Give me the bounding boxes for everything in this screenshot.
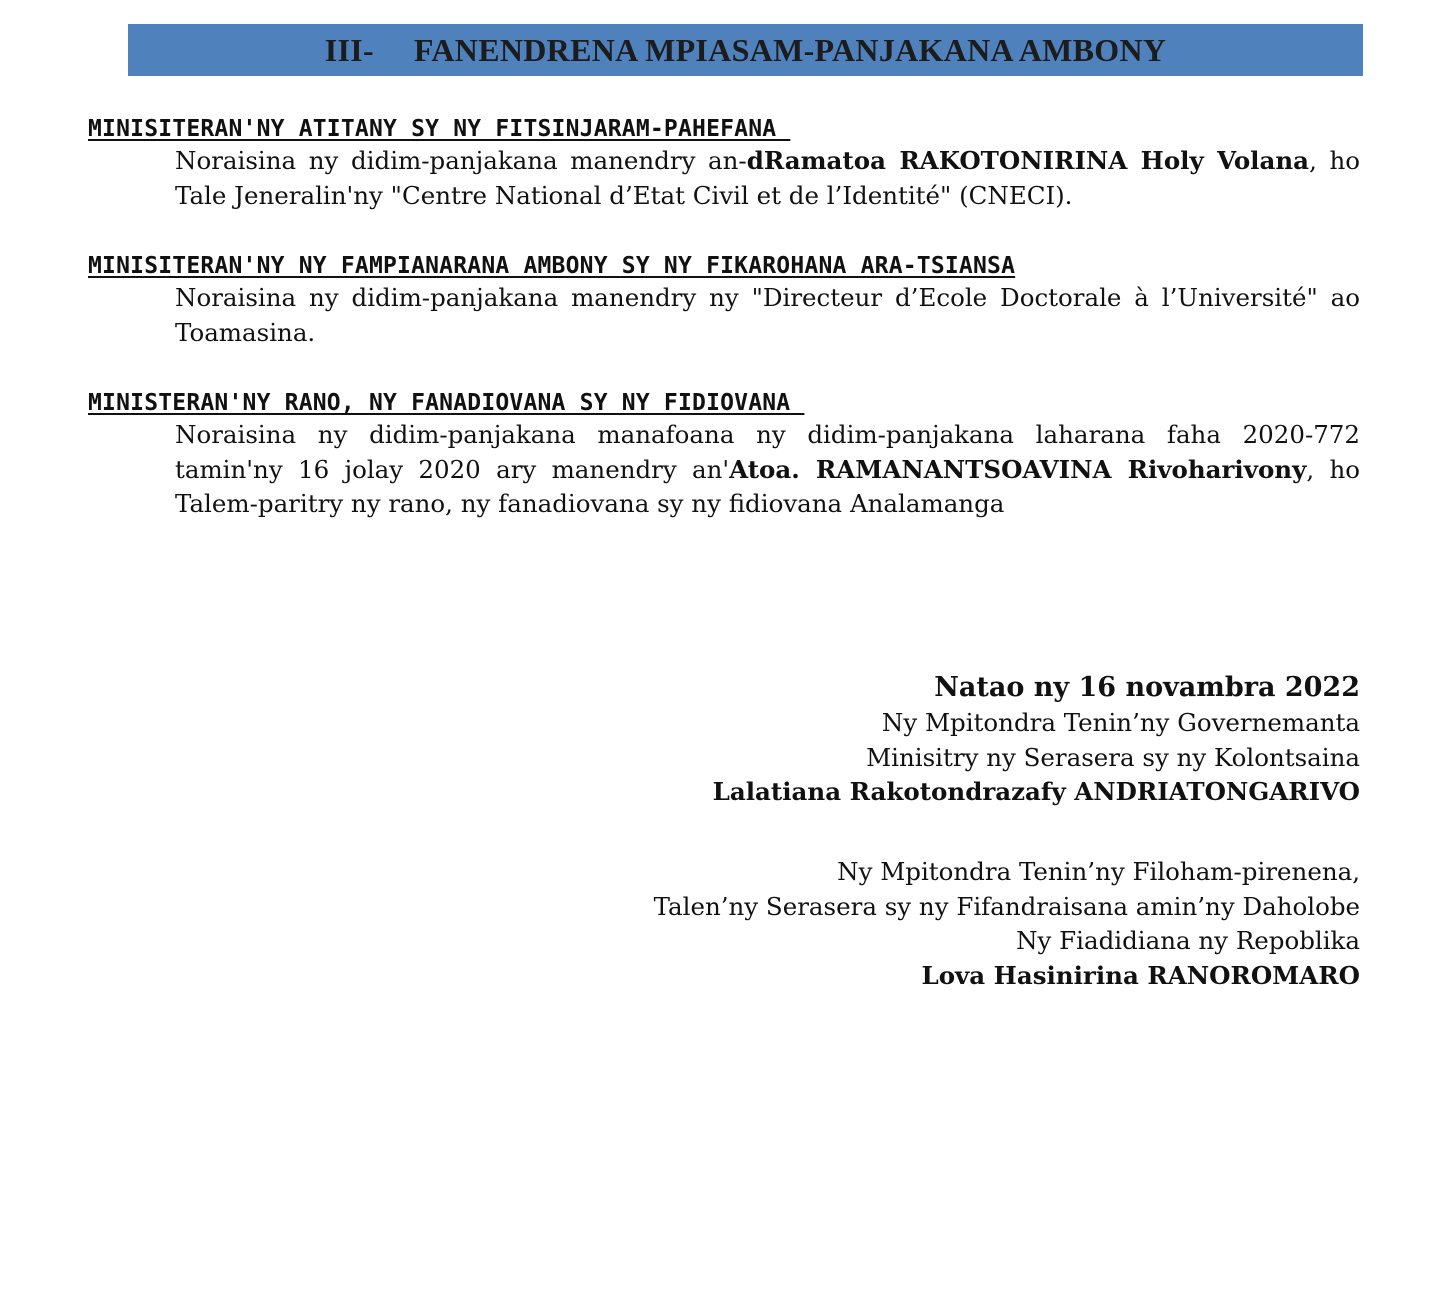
signature-date: Natao ny 16 novambra 2022 [934,672,1360,703]
signer-title: Ny Mpitondra Tenin’ny Filoham-pirenena, [837,857,1360,886]
appointee-name: dRamatoa RAKOTONIRINA Holy Volana [746,146,1310,175]
paragraph-text: Noraisina ny didim-panjakana manafoana ny didim-panjakana laharana faha 2020-772 tamin'ny 16 jolay 2020 ary manendry an' [175,420,1360,484]
appointee-name: Atoa. RAMANANTSOAVINA Rivoharivony [729,454,1307,484]
section-paragraph [175,281,1360,350]
paragraph-text: , ho Tale Jeneralin'ny "Centre National d’Etat Civil et de l’Identité" (CNECI). [175,146,1360,210]
section-atitany [88,114,1360,213]
paragraph-text: Noraisina ny didim-panjakana manendry ny "Directeur d’Ecole Doctorale à l’Université" ao Toamasina. [175,283,1360,347]
signer-title: Ny Fiadidiana ny Repoblika [1016,926,1360,955]
section-heading: MINISITERAN'NY ATITANY SY NY FITSINJARAM-PAHEFANA [88,116,791,142]
section-rano [88,388,1360,522]
signature-block-2 [560,855,1360,993]
section-heading: MINISTERAN'NY RANO, NY FANADIOVANA SY NY FIDIOVANA [88,390,805,416]
section-heading: MINISITERAN'NY NY FAMPIANARANA AMBONY SY NY FIKAROHANA ARA-TSIANSA [88,253,1016,279]
banner-title: FANENDRENA MPIASAM-PANJAKANA AMBONY [413,31,1167,68]
section-paragraph [175,418,1360,522]
signature-block-1 [560,670,1360,810]
section-banner [128,24,1363,76]
signer-name: Lova Hasinirina RANOROMARO [921,960,1360,990]
paragraph-text: , ho Talem-paritry ny rano, ny fanadiovana sy ny fidiovana Analamanga [175,454,1360,518]
signer-title: Ny Mpitondra Tenin’ny Governemanta [881,708,1360,737]
signer-name: Lalatiana Rakotondrazafy ANDRIATONGARIVO [712,777,1360,806]
section-fampianarana [88,251,1360,350]
signer-title: Minisitry ny Serasera sy ny Kolontsaina [866,742,1360,772]
banner-number: III- [324,31,374,68]
paragraph-text: Noraisina ny didim-panjakana manendry an- [175,146,747,175]
signer-title: Talen’ny Serasera sy ny Fifandraisana amin’ny Daholobe [653,891,1360,921]
section-paragraph [175,144,1360,213]
